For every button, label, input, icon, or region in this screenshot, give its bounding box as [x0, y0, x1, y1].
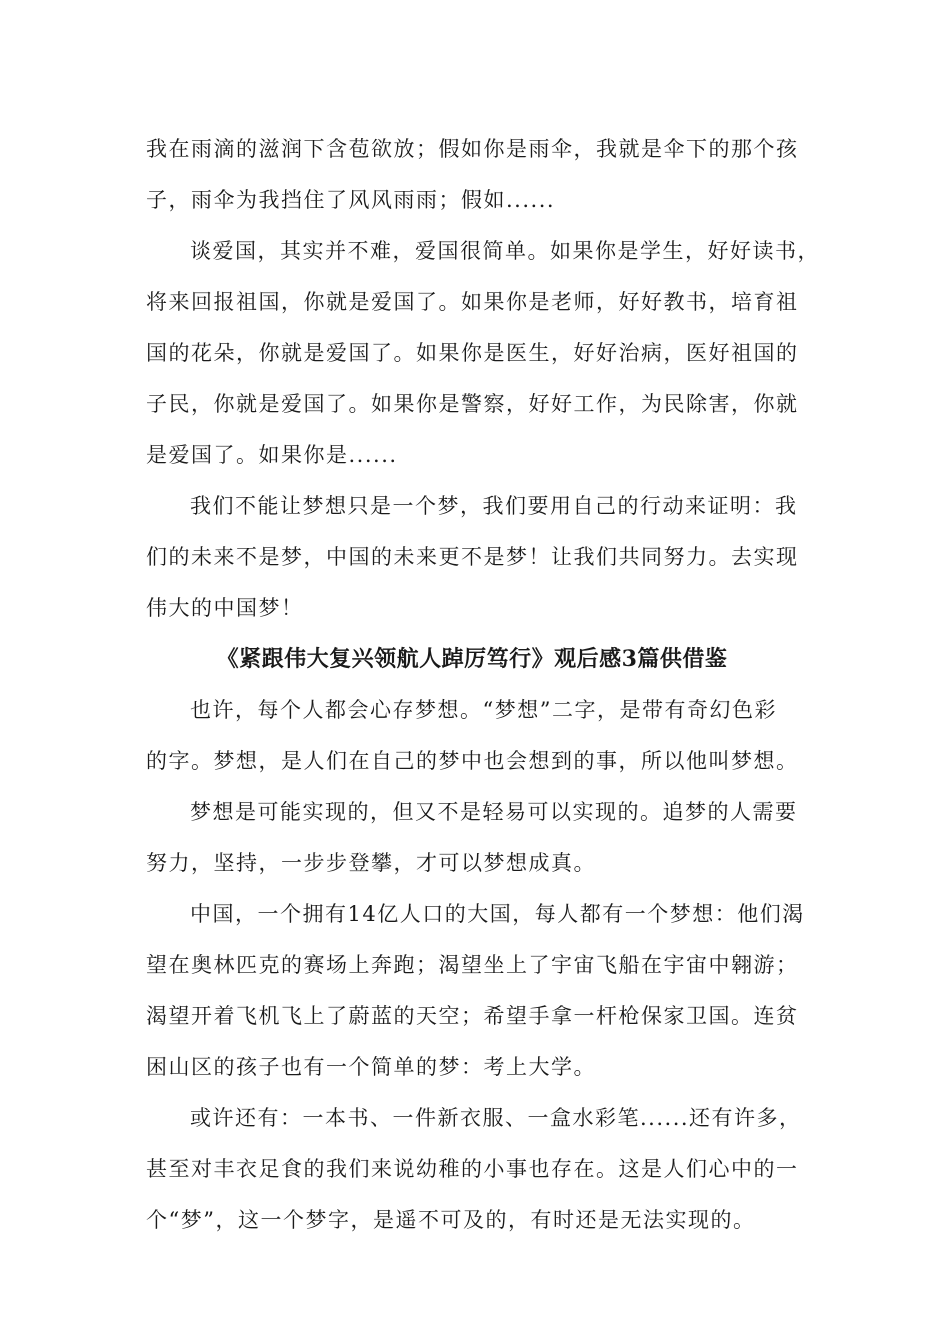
- paragraph-dream-action: [146, 481, 806, 634]
- text-line: 也许，每个人都会心存梦想。“梦想”二字，是带有奇幻色彩: [190, 698, 777, 722]
- text-line: 甚至对丰衣足食的我们来说幼稚的小事也存在。这是人们心中的一: [146, 1157, 799, 1181]
- paragraph-dream-possible: [146, 787, 806, 889]
- text-line: 是爱国了。如果你是......: [146, 443, 398, 467]
- text-line: 国的花朵，你就是爱国了。如果你是医生，好好治病，医好祖国的: [146, 341, 799, 365]
- section-heading: 《紧跟伟大复兴领航人踔厉笃行》观后感3篇供借鉴: [216, 646, 728, 672]
- paragraph-china-dreams: [146, 889, 806, 1093]
- text-line: 我在雨滴的滋润下含苞欲放；假如你是雨伞，我就是伞下的那个孩: [146, 137, 799, 161]
- paragraph-everyone-dreams: [146, 685, 806, 787]
- text-line: 或许还有：一本书、一件新衣服、一盒水彩笔......还有许多，: [190, 1106, 802, 1130]
- text-line: 中国，一个拥有14亿人口的大国，每人都有一个梦想：他们渴: [190, 902, 805, 926]
- text-line: 子民，你就是爱国了。如果你是警察，好好工作，为民除害，你就: [146, 392, 799, 416]
- text-line: 望在奥林匹克的赛场上奔跑；渴望坐上了宇宙飞船在宇宙中翱游；: [146, 953, 799, 977]
- paragraph-small-dreams: [146, 1093, 806, 1246]
- text-line: 谈爱国，其实并不难，爱国很简单。如果你是学生，好好读书，: [190, 239, 820, 263]
- text-line: 将来回报祖国，你就是爱国了。如果你是老师，好好教书，培育祖: [146, 290, 799, 314]
- paragraph-patriotism: [146, 226, 820, 481]
- text-line: 努力，坚持，一步步登攀，才可以梦想成真。: [146, 851, 596, 875]
- text-line: 的字。梦想，是人们在自己的梦中也会想到的事，所以他叫梦想。: [146, 749, 799, 773]
- text-line: 我们不能让梦想只是一个梦，我们要用自己的行动来证明：我: [190, 494, 798, 518]
- document-page: [146, 124, 820, 1246]
- text-line: 们的未来不是梦，中国的未来更不是梦！让我们共同努力。去实现: [146, 545, 799, 569]
- text-line: 困山区的孩子也有一个简单的梦：考上大学。: [146, 1055, 596, 1079]
- paragraph-rain: [146, 124, 806, 226]
- text-line: 子，雨伞为我挡住了风风雨雨；假如......: [146, 188, 556, 212]
- text-line: 个“梦”，这一个梦字，是遥不可及的，有时还是无法实现的。: [146, 1208, 756, 1232]
- text-line: 梦想是可能实现的，但又不是轻易可以实现的。追梦的人需要: [190, 800, 798, 824]
- text-line: 渴望开着飞机飞上了蔚蓝的天空；希望手拿一杆枪保家卫国。连贫: [146, 1004, 799, 1028]
- text-line: 伟大的中国梦！: [146, 596, 304, 620]
